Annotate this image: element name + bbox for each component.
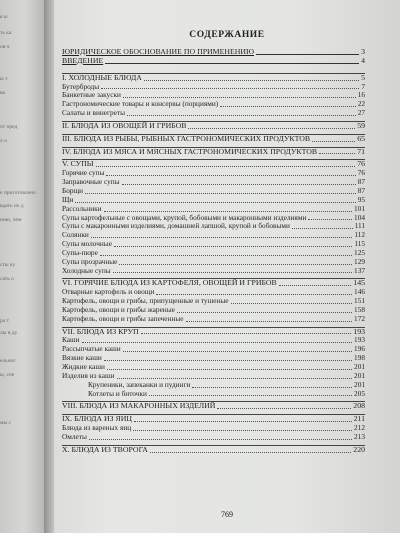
dot-leader xyxy=(192,387,352,388)
toc-entry-page: 65 xyxy=(357,133,365,143)
toc-entry-page: 71 xyxy=(357,146,365,156)
toc-entry-page: 158 xyxy=(354,304,365,314)
left-page-text-fragment: ть ка xyxy=(0,30,12,36)
toc-entry-title: VII. БЛЮДА ИЗ КРУП xyxy=(62,326,139,336)
toc-entry-title: III. БЛЮДА ИЗ РЫБЫ, РЫБНЫХ ГАСТРОНОМИЧЕСКИХ ПРОДУКТОВ xyxy=(62,133,311,143)
dot-leader xyxy=(117,378,353,379)
toc-entry-title: Жидкие каши xyxy=(62,362,105,371)
toc-entry-page: 193 xyxy=(354,335,365,345)
toc-entry-page: 5 xyxy=(361,72,365,82)
toc-entry-title: IX. БЛЮДА ИЗ ЯИЦ xyxy=(62,414,132,424)
toc-entry xyxy=(62,315,365,324)
left-page-text-fragment: ва xyxy=(0,90,5,96)
toc-entry-page: 115 xyxy=(354,239,365,249)
toc-entry-title: Супы картофельные с овощами, крупой, бобовыми и макаронными изделиями xyxy=(62,212,307,222)
dot-leader xyxy=(89,439,352,440)
toc-section-entry xyxy=(62,57,365,66)
dot-leader xyxy=(122,184,356,185)
dot-leader xyxy=(104,360,352,361)
dot-leader xyxy=(101,88,359,89)
dot-leader xyxy=(150,452,351,453)
toc-entry-title: Каши xyxy=(62,335,80,345)
toc-entry-page: 101 xyxy=(354,203,365,213)
dot-leader xyxy=(134,421,352,422)
page-number: 769 xyxy=(221,510,233,519)
toc-section-entry xyxy=(62,160,365,169)
toc-entry-page: 220 xyxy=(353,444,365,454)
left-page-text-fragment: мы с xyxy=(0,420,11,426)
left-page-text-fragment: нию, чем xyxy=(0,217,22,223)
toc-entry-page: 137 xyxy=(354,265,365,275)
dot-leader xyxy=(119,264,352,265)
dot-leader xyxy=(85,193,356,194)
dot-leader xyxy=(127,115,356,116)
toc-entry-title: IV. БЛЮДА ИЗ МЯСА И МЯСНЫХ ГАСТРОНОМИЧЕСКИХ ПРОДУКТОВ xyxy=(62,146,318,156)
left-page-text-fragment: от пред xyxy=(0,124,18,130)
toc-entry-page: 59 xyxy=(357,120,365,130)
left-page-text-fragment: е приготовлено xyxy=(0,190,36,196)
toc-entry-title: Борщи xyxy=(62,185,84,195)
dot-leader xyxy=(133,430,352,431)
left-page-text-fragment: ы т xyxy=(0,76,8,82)
toc-entry-title: Крупеники, запеканки и пудинги xyxy=(88,379,191,389)
toc-entry-title: Рассольники xyxy=(62,203,102,213)
toc-section-entry xyxy=(62,402,365,411)
toc-entry-title: Горячие супы xyxy=(62,168,105,178)
left-page-text-fragment: лы в ду xyxy=(0,330,18,336)
toc-entry-title: Картофель, овощи и грибы жареные xyxy=(62,304,175,314)
toc-entry-page: 201 xyxy=(354,362,365,371)
toc-entry-page: 111 xyxy=(354,221,365,231)
toc-entry-page: 213 xyxy=(354,431,365,441)
dot-leader xyxy=(123,97,356,98)
toc-entry-page: 146 xyxy=(354,287,365,297)
dot-leader xyxy=(220,106,356,107)
toc-entry-title: Салаты и винегреты xyxy=(62,108,125,118)
toc-entry-title: Рассыпчатые каши xyxy=(62,344,121,354)
toc-entry xyxy=(62,187,365,196)
toc-section-entry xyxy=(62,328,365,337)
page-title: СОДЕРЖАНИЕ xyxy=(189,30,265,40)
dot-leader xyxy=(156,294,352,295)
toc-entry-page: 87 xyxy=(357,177,365,187)
toc-entry-title: Супы молочные xyxy=(62,239,112,249)
dot-leader xyxy=(96,166,356,167)
toc-entry-title: Отварные картофель и овощи xyxy=(62,287,155,297)
toc-entry-page: 112 xyxy=(354,230,365,240)
toc-entry-page: 125 xyxy=(354,247,365,257)
toc-entry-page: 76 xyxy=(357,159,365,169)
toc-section-entry xyxy=(62,122,365,131)
toc-entry xyxy=(62,240,365,249)
toc-entry-page: 205 xyxy=(354,388,365,398)
toc-entry-page: 95 xyxy=(357,194,365,204)
toc-entry-title: X. БЛЮДА ИЗ ТВОРОГА xyxy=(62,444,148,454)
toc-entry-title: Солянки xyxy=(62,230,89,240)
toc-entry-title: Супы с макаронными изделиями, домашней лапшой, крупой и бобовыми xyxy=(62,221,290,231)
toc-entry xyxy=(62,345,365,354)
toc-entry xyxy=(62,178,365,187)
toc-entry xyxy=(62,424,365,433)
left-page-text-fragment: вдать их д xyxy=(0,203,24,209)
toc-entry-page: 211 xyxy=(353,414,365,424)
toc-entry-title: I. ХОЛОДНЫЕ БЛЮДА xyxy=(62,72,142,82)
toc-entry-title: Гастрономические товары и консервы (порциями) xyxy=(62,99,219,109)
toc-section-entry xyxy=(62,48,365,57)
dot-leader xyxy=(217,408,351,409)
dot-leader xyxy=(308,219,352,220)
dot-leader xyxy=(113,272,352,273)
toc-entry xyxy=(62,109,365,118)
toc-entry-page: 198 xyxy=(354,353,365,363)
dot-leader xyxy=(75,202,355,203)
toc-entry-page: 172 xyxy=(354,313,365,323)
toc-entry xyxy=(62,433,365,442)
toc-entry-page: 208 xyxy=(353,401,365,411)
toc-entry-page: 151 xyxy=(354,296,365,306)
toc-entry-title: Супы-пюре xyxy=(62,247,98,257)
toc-section-entry xyxy=(62,135,365,144)
left-page-text-fragment: ельнос xyxy=(0,358,16,364)
dot-leader xyxy=(319,153,355,154)
toc-entry-title: Омлеты xyxy=(62,431,87,441)
toc-entry-page: 3 xyxy=(361,47,365,56)
toc-entry-page: 87 xyxy=(357,185,365,195)
toc-section-entry xyxy=(62,74,365,83)
toc-entry-page: 196 xyxy=(354,344,365,354)
left-page-text-fragment: сать о xyxy=(0,276,14,282)
dot-leader xyxy=(188,128,355,129)
toc-entry-page: 145 xyxy=(353,278,365,288)
dot-leader xyxy=(91,237,353,238)
left-page-text-fragment: ов ч xyxy=(0,44,10,50)
toc-entry-page: 4 xyxy=(361,55,365,65)
left-page-text-fragment: х о xyxy=(0,138,7,144)
toc-entry-page: 16 xyxy=(357,90,365,100)
dot-leader xyxy=(123,351,352,352)
toc-entry-title: V. СУПЫ xyxy=(62,159,94,169)
table-of-contents-page xyxy=(54,0,400,533)
left-page-text-fragment: ы, спе xyxy=(0,372,15,378)
toc-list xyxy=(62,48,365,455)
toc-entry-page: 193 xyxy=(353,326,365,336)
toc-entry-title: Котлеты и биточки xyxy=(88,388,147,398)
toc-entry-page: 201 xyxy=(354,370,365,380)
dot-leader xyxy=(279,285,352,286)
toc-entry-title: Бутерброды xyxy=(62,81,100,91)
toc-entry-title: Супы прозрачные xyxy=(62,256,118,266)
toc-entry-title: Блюда из вареных яиц xyxy=(62,423,132,433)
toc-entry-title: ВВЕДЕНИЕ xyxy=(62,55,104,65)
toc-entry-page: 129 xyxy=(354,256,365,266)
toc-entry-title: Картофель, овощи и грибы запеченные xyxy=(62,313,184,323)
toc-entry xyxy=(62,354,365,363)
toc-entry-title: Банкетные закуски xyxy=(62,90,121,100)
toc-entry-page: 201 xyxy=(354,379,365,389)
dot-leader xyxy=(149,395,352,396)
toc-entry-title: VIII. БЛЮДА ИЗ МАКАРОННЫХ ИЗДЕЛИЙ xyxy=(62,401,216,411)
toc-entry-page: 7 xyxy=(361,81,365,91)
toc-entry-title: ЮРИДИЧЕСКОЕ ОБОСНОВАНИЕ ПО ПРИМЕНЕНИЮ xyxy=(62,47,255,56)
dot-leader xyxy=(104,211,352,212)
left-page-text-fragment: я ы xyxy=(0,14,8,20)
dot-leader xyxy=(100,255,352,256)
dot-leader xyxy=(177,312,352,313)
toc-section-entry xyxy=(62,148,365,157)
toc-entry-title: Изделия из каши xyxy=(62,370,115,380)
toc-entry-page: 27 xyxy=(357,108,365,118)
toc-entry-title: Холодные супы xyxy=(62,265,111,275)
toc-entry-title: II. БЛЮДА ИЗ ОВОЩЕЙ И ГРИБОВ xyxy=(62,120,187,130)
toc-entry-title: Щи xyxy=(62,194,74,204)
dot-leader xyxy=(114,246,352,247)
dot-leader xyxy=(107,369,352,370)
toc-entry-title: Заправочные супы xyxy=(62,177,120,187)
dot-leader xyxy=(256,54,359,55)
dot-leader xyxy=(141,333,352,334)
toc-entry-page: 22 xyxy=(357,99,365,109)
toc-entry-page: 104 xyxy=(354,212,365,222)
toc-entry-title: VI. ГОРЯЧИЕ БЛЮДА ИЗ КАРТОФЕЛЯ, ОВОЩЕЙ И ГРИБОВ xyxy=(62,278,277,288)
left-page-text-fragment: ра т xyxy=(0,318,9,324)
toc-section-entry xyxy=(62,446,365,455)
toc-entry-page: 212 xyxy=(354,423,365,433)
toc-entry-title: Вязкие каши xyxy=(62,353,102,363)
toc-entry xyxy=(62,267,365,276)
toc-entry xyxy=(62,390,365,399)
toc-entry xyxy=(62,196,365,205)
dot-leader xyxy=(82,342,353,343)
dot-leader xyxy=(231,303,353,304)
dot-leader xyxy=(106,175,355,176)
dot-leader xyxy=(105,63,359,64)
left-page-text-fragment: сты ку xyxy=(0,262,16,268)
toc-entry xyxy=(62,222,365,231)
dot-leader xyxy=(312,141,355,142)
dot-leader xyxy=(292,228,353,229)
dot-leader xyxy=(144,80,359,81)
toc-entry-page: 76 xyxy=(357,168,365,178)
toc-entry-title: Картофель, овощи и грибы, припущенные и тушеные xyxy=(62,296,229,306)
dot-leader xyxy=(186,321,353,322)
previous-page-edge xyxy=(0,0,44,533)
